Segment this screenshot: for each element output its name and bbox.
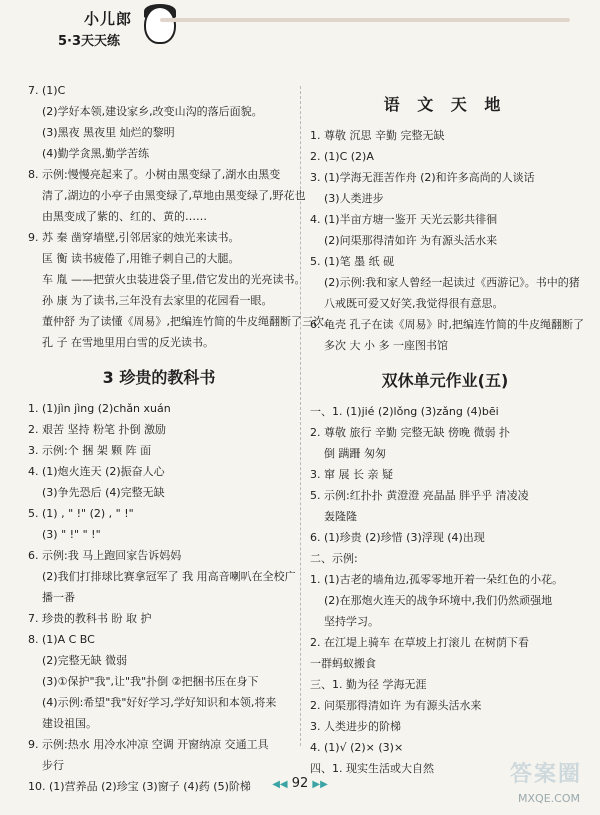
page-number-text: 92 [291,776,309,791]
answer-line: 4. (1)炮火连天 (2)振奋人心 [28,465,165,478]
mascot-face-icon [144,6,176,44]
answer-line: (3)①保护"我",让"我"扑倒 ②把捆书压在身下 [42,675,259,688]
answer-line: (4)勤学贪黑,勤学苦练 [42,147,150,160]
answer-line: (3) " !" " !" [42,528,101,541]
brand-logo [26,6,154,52]
answer-line: 1. (1)古老的墙角边,孤零零地开着一朵红色的小花。 [310,573,564,586]
answer-line: 5. (1)笔 墨 纸 砚 [310,255,395,268]
answer-line: 3. 示例:个 捆 架 颗 阵 面 [28,444,152,457]
answer-line: 6. (1)珍贵 (2)珍惜 (3)浮现 (4)出现 [310,531,485,544]
answer-line: (2)完整无缺 微弱 [42,654,128,667]
next-arrows-icon: ▶▶ [312,779,328,790]
answer-line: 由黑变成了紫的、红的、黄的…… [42,210,207,223]
answer-line: (2)在那炮火连天的战争环境中,我们仍然顽强地 [324,594,553,607]
answer-line: (3)人类进步 [324,192,384,205]
answer-line: 建设祖国。 [42,717,97,730]
header-bar [160,18,570,22]
answer-line: (3)争先恐后 (4)完整无缺 [42,486,165,499]
answer-line: (2)示例:我和家人曾经一起读过《西游记》。书中的猪 [324,276,580,289]
section-title-chinese-world: 语 文 天 地 [383,95,507,114]
answer-line: 3. 窜 展 长 亲 疑 [310,468,393,481]
section-title-textbook: 3 珍贵的教科书 [102,368,216,387]
watermark-text: 答案圈 [509,762,582,787]
answer-line: (4)示例:希望"我"好好学习,学好知识和本领,将来 [42,696,277,709]
watermark [472,753,582,807]
answer-line: 匡 衡 读书疲倦了,用锥子刺自己的大腿。 [42,252,240,265]
answer-line: 坚持学习。 [324,615,379,628]
page-header [0,0,600,60]
answer-line: 清了,湖边的小亭子由黑变绿了,草地由黑变绿了,野花也 [42,189,306,202]
answer-line: 4. (1)半亩方塘一鉴开 天光云影共徘徊 [310,213,498,226]
answer-line: (3)黑夜 黑夜里 灿烂的黎明 [42,126,175,139]
answer-line: 3. 人类进步的阶梯 [310,720,401,733]
answer-line: 7. (1)C [28,84,66,97]
answer-line: 7. 珍贵的教科书 盼 取 护 [28,612,152,625]
answer-line: 一群蚂蚁搬食 [310,657,376,670]
right-column [310,80,584,779]
answer-line: 二、示例: [310,552,358,565]
answer-line: 2. 在江堤上骑车 在草坡上打滚儿 在树荫下看 [310,636,529,649]
answer-line: 4. (1)√ (2)× (3)× [310,741,404,754]
series-name: 5·3天天练 [58,34,121,49]
answer-line: (2)我们打排球比赛拿冠军了 我 用高音喇叭在全校广 [42,570,296,583]
section-title-weekend-homework: 双休单元作业(五) [381,371,509,390]
answer-line: 1. 尊敬 沉思 辛勤 完整无缺 [310,129,445,142]
answer-line: 孙 康 为了读书,三年没有去家里的花园看一眼。 [42,294,273,307]
answer-line: 2. (1)C (2)A [310,150,374,163]
prev-arrows-icon: ◀◀ [272,779,288,790]
answer-line: 5. (1) , " !" (2) , " !" [28,507,134,520]
answer-line: 5. 示例:红扑扑 黄澄澄 亮晶晶 胖乎乎 清凌凌 [310,489,529,502]
answer-line: 8. (1)A C BC [28,633,95,646]
answer-line: 一、1. (1)jié (2)lǒng (3)zǎng (4)bēi [310,405,499,418]
answer-line: 2. 艰苦 坚持 粉笔 扑倒 激励 [28,423,166,436]
answer-line: 四、1. 现实生活或大自然 [310,762,434,775]
answer-line: 倒 蹒跚 匆匆 [324,447,386,460]
brand-name: 小儿郎 [84,10,133,28]
answer-line: 8. 示例:慢慢亮起来了。小树由黑变绿了,湖水由黑变 [28,168,281,181]
answer-line: 2. 尊敬 旅行 辛勤 完整无缺 傍晚 微弱 扑 [310,426,510,439]
answer-line: 10. (1)营养品 (2)珍宝 (3)窗子 (4)药 (5)阶梯 [28,780,251,793]
answer-line: 董仲舒 为了读懂《周易》,把编连竹简的牛皮绳翻断了三次。 [42,315,335,328]
answer-line: 多次 大 小 多 一座图书馆 [324,339,448,352]
answer-line: 2. 问渠那得清如许 为有源头活水来 [310,699,482,712]
answer-line: (2)问渠那得清如许 为有源头活水来 [324,234,498,247]
answer-line: 1. (1)jìn jìng (2)chǎn xuán [28,402,171,415]
answer-line: 步行 [42,759,64,772]
answer-line: 孔 子 在雪地里用白雪的反光读书。 [42,336,214,349]
answer-line: 八戒既可爱又好笑,我觉得很有意思。 [324,297,504,310]
answer-line: (2)学好本领,建设家乡,改变山沟的落后面貌。 [42,105,263,118]
answer-line: 三、1. 勤为径 学海无涯 [310,678,427,691]
answer-line: 9. 苏 秦 凿穿墙壁,引邻居家的烛光来读书。 [28,231,240,244]
answer-line: 3. (1)学海无涯苦作舟 (2)和许多高尚的人谈话 [310,171,535,184]
answer-line: 轰隆隆 [324,510,357,523]
watermark-url: MXQE.COM [518,792,580,805]
answer-line: 车 胤 ——把萤火虫装进袋子里,借它发出的光亮读书。 [42,273,306,286]
answer-line: 6. 龟壳 孔子在读《周易》时,把编连竹简的牛皮绳翻断了 [310,318,584,331]
answer-line: 9. 示例:热水 用冷水冲凉 空调 开窗纳凉 交通工具 [28,738,269,751]
answer-line: 播一番 [42,591,75,604]
answer-line: 6. 示例:我 马上跑回家告诉妈妈 [28,549,182,562]
